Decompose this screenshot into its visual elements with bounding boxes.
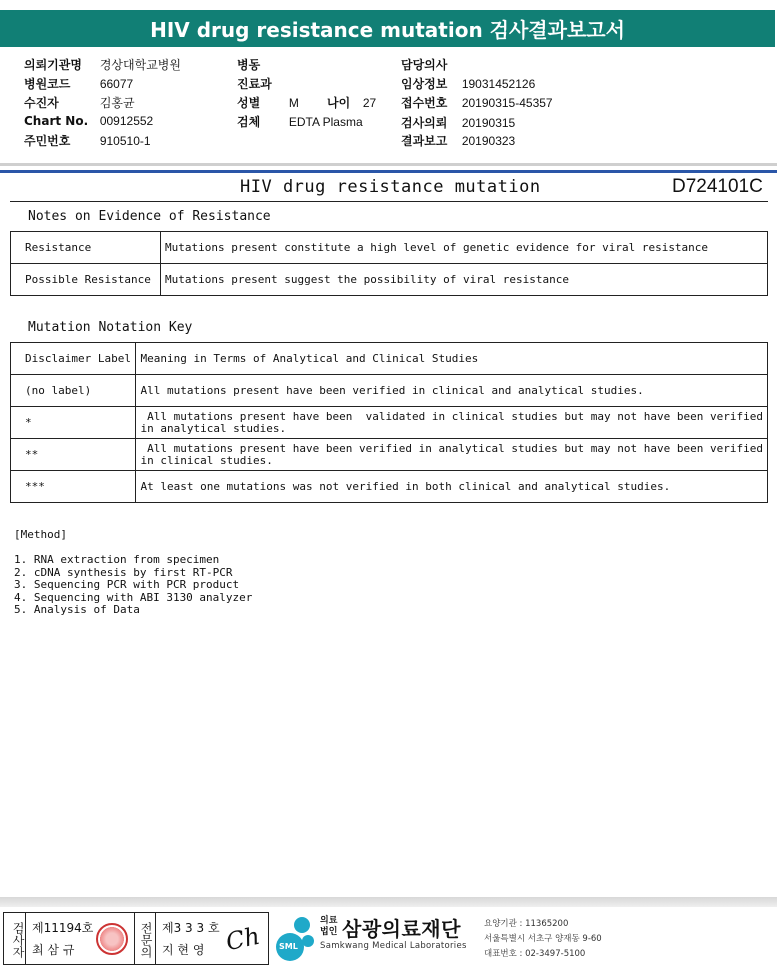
info-value: 20190323 (461, 134, 516, 148)
notation-label: * (11, 407, 136, 439)
info-sex (237, 94, 299, 111)
info-label: 결과보고 (401, 134, 448, 148)
table-row (11, 439, 768, 471)
info-patient-name (24, 94, 135, 111)
evidence-term: Resistance (11, 232, 161, 264)
info-clinical-info (401, 75, 535, 92)
notation-heading: Mutation Notation Key (28, 320, 193, 335)
info-label: Chart No. (24, 114, 89, 128)
evidence-term: Possible Resistance (11, 264, 161, 296)
info-value: 00912552 (99, 114, 154, 128)
info-result-report-date (401, 132, 515, 149)
info-value: 27 (362, 96, 377, 110)
column-header: Disclaimer Label (11, 343, 136, 375)
notation-meaning (136, 375, 768, 407)
org-contact (484, 917, 602, 962)
table-row (11, 264, 768, 296)
org-prefix (320, 916, 337, 938)
method-step: 3. Sequencing PCR with PCR product (14, 578, 240, 591)
notation-label: *** (11, 471, 136, 503)
notation-table (10, 342, 768, 503)
info-label: 담당의사 (401, 58, 448, 72)
meaning-line: All mutations present have been verified in analytical studies but may not have been verified (140, 441, 763, 455)
info-value: 경상대학교병원 (99, 58, 181, 72)
info-label: 의뢰기관명 (24, 58, 82, 72)
info-value: EDTA Plasma (288, 115, 363, 129)
org-prefix-top: 의료 (320, 916, 338, 926)
inspector-license-no: 제11194호 (32, 921, 94, 935)
info-label: 병동 (237, 58, 261, 72)
evidence-heading: Notes on Evidence of Resistance (28, 209, 271, 224)
signature: Ch (223, 921, 263, 957)
meaning-line: All mutations present have been verified in clinical and analytical studies. (140, 383, 644, 397)
meaning-line: At least one mutations was not verified in both clinical and analytical studies. (140, 479, 671, 493)
info-label: 성별 (237, 96, 261, 110)
evidence-description: Mutations present suggest the possibility of viral resistance (161, 264, 768, 296)
info-label: 검체 (237, 115, 261, 129)
director-label: 전문의 (134, 913, 156, 964)
report-header-title: HIV drug resistance mutation 검사결과보고서 (0, 10, 775, 47)
info-hospital-code (24, 75, 133, 92)
inspector-label: 검사자 (4, 913, 26, 964)
logo-text: SML (279, 942, 298, 951)
info-value: M (288, 96, 299, 110)
divider (0, 163, 777, 166)
info-label: 접수번호 (401, 96, 448, 110)
method-step: 4. Sequencing with ABI 3130 analyzer (14, 590, 253, 604)
notation-meaning (136, 439, 768, 471)
method-step: 2. cDNA synthesis by first RT-PCR (14, 565, 233, 579)
meaning-line: All mutations present have been validated in clinical studies but may not have been verified (140, 409, 763, 423)
info-value: 66077 (99, 77, 134, 91)
info-value: 20190315-45357 (461, 96, 553, 110)
method-steps (14, 554, 252, 617)
info-label: 병원코드 (24, 77, 71, 91)
info-value: 910510-1 (99, 134, 151, 148)
report-title: HIV drug resistance mutation (240, 177, 541, 197)
table-row (11, 232, 768, 264)
table-row (11, 375, 768, 407)
report-footer (0, 897, 777, 978)
info-receipt-no (401, 94, 553, 111)
notation-meaning (136, 407, 768, 439)
divider (0, 170, 777, 173)
notation-meaning (136, 471, 768, 503)
method-step: 5. Analysis of Data (14, 603, 140, 616)
meaning-line: in clinical studies. (140, 453, 273, 467)
method-heading: [Method] (14, 528, 67, 541)
info-ward (237, 56, 289, 73)
info-test-request-date (401, 114, 515, 131)
sml-logo (272, 911, 318, 967)
org-prefix-bottom: 법인 (320, 927, 338, 937)
info-attending-doctor (401, 56, 462, 73)
logo-dot-icon (302, 935, 314, 947)
info-department (237, 75, 289, 92)
info-label: 나이 (327, 96, 351, 110)
org-address: 서울특별시 서초구 양재동 9-60 (484, 934, 602, 944)
footer-divider (0, 897, 777, 907)
signature-box (3, 912, 269, 965)
info-age (327, 94, 376, 111)
org-name: 삼광의료재단 (342, 917, 461, 941)
institution-code: 요양기관 : 11365200 (484, 919, 569, 929)
meaning-line: in analytical studies. (140, 421, 287, 435)
info-label: 수진자 (24, 96, 59, 110)
info-requesting-institution (24, 56, 181, 73)
info-value: 20190315 (461, 116, 516, 130)
info-label: 주민번호 (24, 134, 71, 148)
column-header: Meaning in Terms of Analytical and Clinical Studies (136, 343, 768, 375)
evidence-table (10, 231, 768, 296)
info-chart-no (24, 114, 153, 128)
report-code: D724101C (672, 176, 763, 197)
logo-dot-icon (294, 917, 310, 933)
seal-stamp-icon (96, 923, 128, 955)
info-value: 19031452126 (461, 77, 536, 91)
info-label: 임상정보 (401, 77, 448, 91)
table-header-row (11, 343, 768, 375)
director-name: 지 현 영 (162, 943, 205, 957)
evidence-description: Mutations present constitute a high level of genetic evidence for viral resistance (161, 232, 768, 264)
inspector-name: 최 삼 규 (32, 943, 75, 957)
info-label: 진료과 (237, 77, 272, 91)
info-specimen (237, 113, 363, 130)
org-phone: 대표번호 : 02-3497-5100 (484, 949, 586, 959)
org-english-name: Samkwang Medical Laboratories (320, 941, 467, 951)
divider (10, 201, 768, 202)
notation-label: ** (11, 439, 136, 471)
table-row (11, 407, 768, 439)
info-resident-no (24, 132, 151, 149)
info-value: 김홍균 (99, 96, 135, 110)
director-license-no: 제3 3 3 호 (162, 921, 220, 935)
method-step: 1. RNA extraction from specimen (14, 553, 220, 566)
info-label: 검사의뢰 (401, 116, 448, 130)
notation-label: (no label) (11, 375, 136, 407)
table-row (11, 471, 768, 503)
patient-info-section (0, 48, 777, 164)
